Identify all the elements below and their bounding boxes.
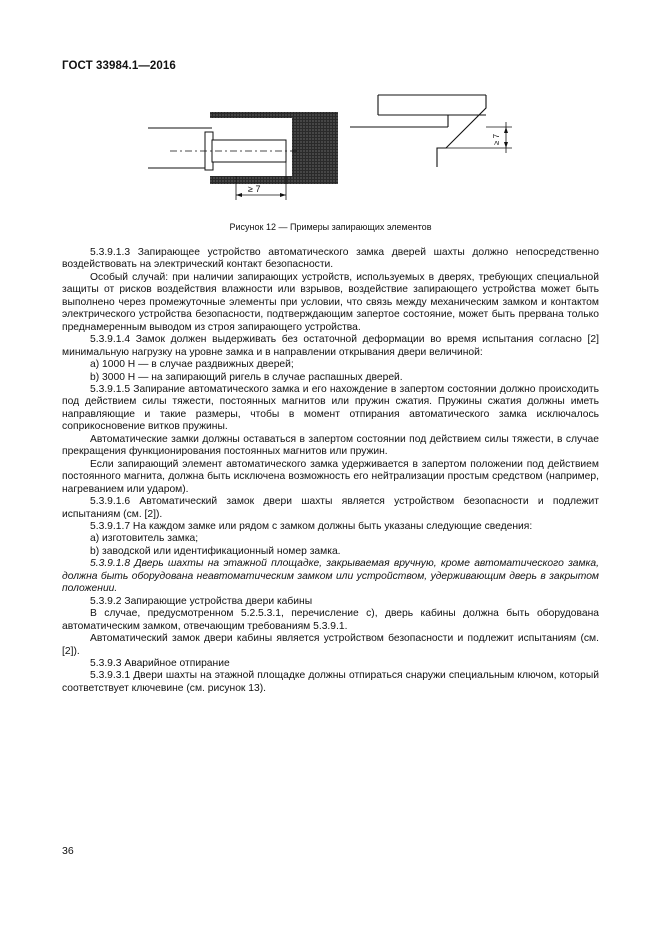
right-dimension-label: ≥ 7 <box>492 133 501 145</box>
left-dimension-label: ≥ 7 <box>248 184 261 194</box>
paragraph: a) изготовитель замка; <box>90 533 199 545</box>
paragraph: Автоматические замки должны оставаться в запертом состоянии под действием силы тяжести, в случае прекращения функционирования постоянных магнитов или пружин. <box>62 433 599 458</box>
paragraph: Автоматический замок двери кабины является устройством безопасности и подлежит испытаниям (см. [2]). <box>62 633 599 657</box>
paragraph: 5.3.9.1.3 Запирающее устройство автоматического замка дверей шахты должно непосредственно воздействовать на электрический контакт безопасности. <box>62 247 599 271</box>
paragraph: 5.3.9.3.1 Двери шахты на этажной площадке должны отпираться снаружи специальным ключом, который соответствует ключевине (см. рисунок 13). <box>62 670 599 694</box>
paragraph: 5.3.9.3 Аварийное отпирание <box>90 657 230 669</box>
document-header: ГОСТ 33984.1—2016 <box>62 60 176 72</box>
paragraph: 5.3.9.1.6 Автоматический замок двери шахты является устройством безопасности и подлежит испытаниям (см. [2]). <box>62 496 599 520</box>
figure-12 <box>0 80 661 220</box>
body-text <box>62 247 599 695</box>
paragraph: a) 1000 Н — в случае раздвижных дверей; <box>90 359 294 371</box>
left-lock-drawing <box>148 112 338 200</box>
right-lock-drawing <box>350 95 512 167</box>
paragraph: b) заводской или идентификационный номер замка. <box>90 545 341 557</box>
paragraph: 5.3.9.1.7 На каждом замке или рядом с замком должны быть указаны следующие сведения: <box>90 520 533 532</box>
paragraph: 5.3.9.2 Запирающие устройства двери кабины <box>90 595 313 607</box>
paragraph: В случае, предусмотренном 5.2.5.3.1, перечисление с), дверь кабины должна быть оборудована автоматическим замком, отвечающим требованиям 5.3.9.1. <box>62 608 599 632</box>
locking-elements-drawing <box>0 80 661 220</box>
paragraph: 5.3.9.1.8 Дверь шахты на этажной площадке, закрываемая вручную, кроме автоматического замка, должна быть оборудована неавтоматическим замком или устройством, удерживающим дверь в закрытом положении. <box>62 558 599 595</box>
page-number: 36 <box>62 845 74 857</box>
figure-caption: Рисунок 12 — Примеры запирающих элементов <box>229 222 432 232</box>
paragraph: Если запирающий элемент автоматического замка удерживается в запертом положении под действием постоянного магнита, должна быть исключена возможность его нейтрализации простым средством (например, нагреванием или ударом). <box>62 458 599 495</box>
paragraph: 5.3.9.1.4 Замок должен выдерживать без остаточной деформации во время испытания согласно [2] минимальную нагрузку на уровне замка и в направлении открывания двери величиной: <box>62 334 599 358</box>
paragraph: 5.3.9.1.5 Запирание автоматического замка и его нахождение в запертом состоянии должно происходить под действием силы тяжести, постоянных магнитов или пружин сжатия. Пружины сжатия должны иметь направляющие и такие размеры, чтобы в момент отпирания автоматического замка исключалось соприкосновение витков пружины. <box>62 383 599 433</box>
paragraph: Особый случай: при наличии запирающих устройств, используемых в дверях, требующих специальной защиты от рисков воздействия влажности или взрывов, воздействие запирающего устройства может быть выполнено через промежуточные элементы при условии, что связь между механическим замком и контактом электрического устройства безопасности, подтверждающим запертое состояние, может быть прервана только преднамеренным выводом из строя запирающего устройства. <box>62 271 599 333</box>
paragraph: b) 3000 Н — на запирающий ригель в случае распашных дверей. <box>90 371 403 383</box>
